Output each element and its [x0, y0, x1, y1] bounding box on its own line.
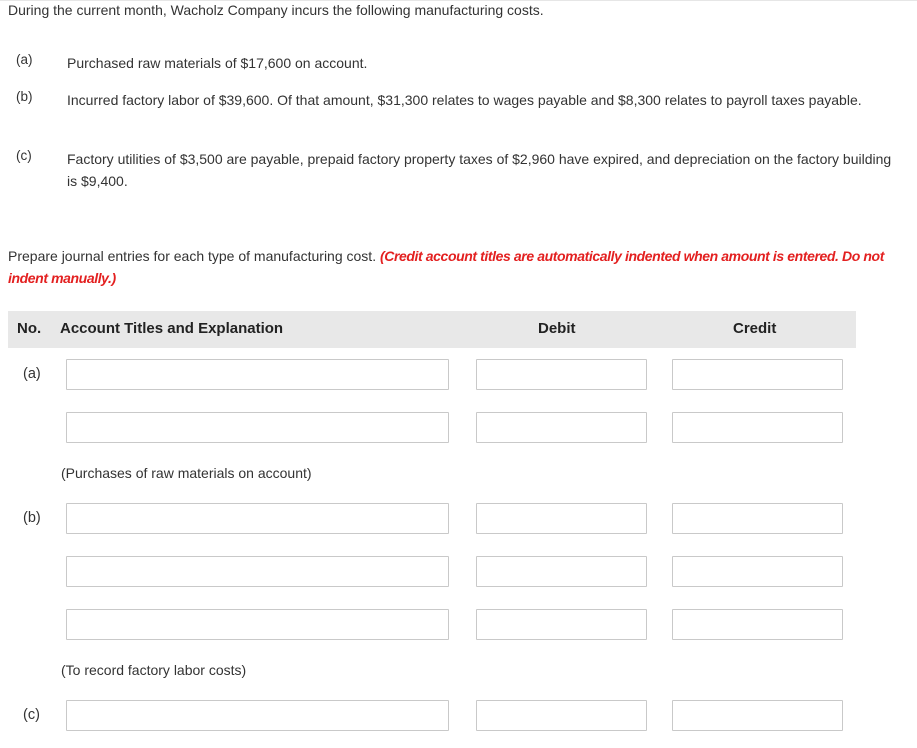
debit-input[interactable]	[476, 359, 647, 390]
credit-input[interactable]	[672, 609, 843, 640]
header-account: Account Titles and Explanation	[60, 320, 284, 337]
entry-label-b: (b)	[23, 510, 41, 526]
credit-input[interactable]	[672, 359, 843, 390]
account-input[interactable]	[66, 609, 449, 640]
debit-input[interactable]	[476, 609, 647, 640]
credit-input[interactable]	[672, 556, 843, 587]
account-input[interactable]	[66, 359, 449, 390]
debit-input[interactable]	[476, 503, 647, 534]
header-credit: Credit	[733, 320, 777, 337]
instructions	[8, 245, 913, 289]
intro-text: During the current month, Wacholz Company incurs the following manufacturing costs.	[8, 2, 544, 18]
problem-label: (a)	[16, 52, 33, 67]
credit-input[interactable]	[672, 412, 843, 443]
account-input[interactable]	[66, 412, 449, 443]
problem-text: Factory utilities of $3,500 are payable, prepaid factory property taxes of $2,960 have expired, and depreciation on the factory building is $9,400.	[67, 151, 892, 189]
account-input[interactable]	[66, 556, 449, 587]
problem-label: (b)	[16, 89, 33, 104]
explanation-a: (Purchases of raw materials on account)	[61, 465, 312, 481]
problem-text: Purchased raw materials of $17,600 on account.	[67, 55, 368, 71]
account-input[interactable]	[66, 503, 449, 534]
credit-input[interactable]	[672, 503, 843, 534]
table-header	[8, 311, 856, 348]
instructions-text: Prepare journal entries for each type of manufacturing cost.	[8, 248, 380, 264]
entry-label-c: (c)	[23, 707, 40, 723]
debit-input[interactable]	[476, 556, 647, 587]
problem-text: Incurred factory labor of $39,600. Of that amount, $31,300 relates to wages payable and $8,300 relates to payroll taxes payable.	[67, 92, 862, 108]
debit-input[interactable]	[476, 700, 647, 731]
explanation-b: (To record factory labor costs)	[61, 662, 247, 678]
credit-input[interactable]	[672, 700, 843, 731]
account-input[interactable]	[66, 700, 449, 731]
header-no: No.	[17, 320, 42, 337]
problem-label: (c)	[16, 148, 32, 163]
debit-input[interactable]	[476, 412, 647, 443]
top-divider	[0, 0, 917, 1]
header-debit: Debit	[538, 320, 576, 337]
instructions-note: (Credit account titles are automatically indented when amount is entered. Do not indent manually.)	[8, 248, 884, 286]
entry-label-a: (a)	[23, 366, 41, 382]
